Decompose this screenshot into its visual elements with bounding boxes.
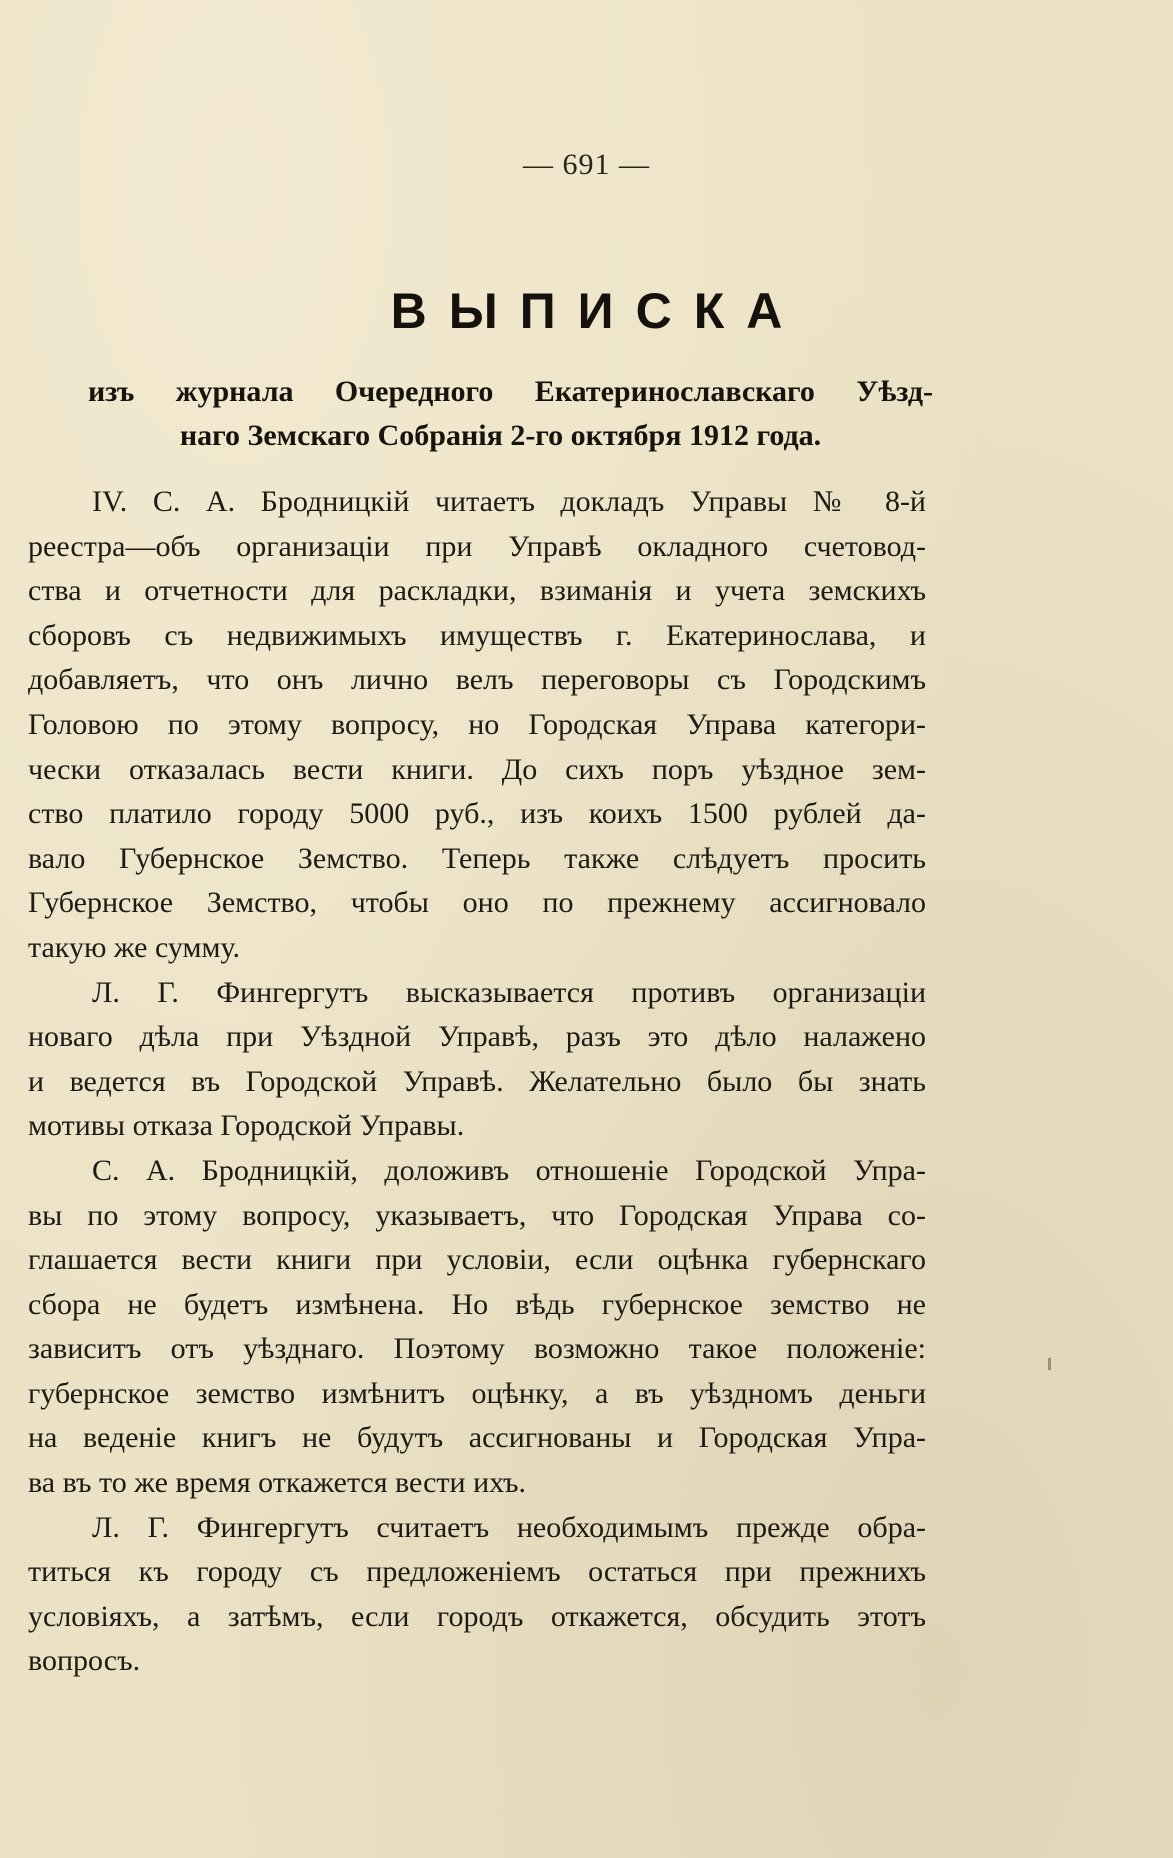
paragraph [28, 480, 926, 971]
text-line: такую же сумму. [28, 930, 240, 964]
text-line: новаго дѣла при Уѣздной Управѣ, разъ это дѣло налажено [28, 1020, 926, 1054]
body-text [28, 480, 926, 1684]
text-line: добавляетъ, что онъ лично велъ переговоры съ Городскимъ [28, 663, 926, 697]
text-line: ва въ то же время откажется вести ихъ. [28, 1466, 526, 1500]
text-line: ство платило городу 5000 руб., изъ коихъ 1500 рублей да- [28, 797, 926, 831]
paper-speck [1048, 1358, 1051, 1370]
subtitle-line: наго Земскаго Собранія 2-го октября 1912 года. [179, 419, 822, 452]
subtitle-line: изъ журнала Очередного Екатеринославскаго Уѣзд- [88, 375, 933, 408]
text-line: сбора не будетъ измѣнена. Но вѣдь губернское земство не [28, 1287, 926, 1321]
text-line: зависитъ отъ уѣзднаго. Поэтому возможно такое положеніе: [28, 1332, 926, 1366]
text-line: чески отказалась вести книги. До сихъ поръ уѣздное зем- [28, 752, 926, 786]
page-number: — 691 — [523, 148, 650, 181]
text-line: реестра—объ организаціи при Управѣ окладного счетовод- [28, 529, 926, 563]
text-line: сборовъ съ недвижимыхъ имуществъ г. Екатеринослава, и [28, 618, 926, 652]
paragraph [28, 971, 926, 1149]
text-line: IV. С. А. Бродницкій читаетъ докладъ Управы № 8-й [92, 485, 926, 518]
paragraph [28, 1506, 926, 1684]
text-line: С. А. Бродницкій, доложивъ отношеніе Городской Упра- [92, 1153, 926, 1187]
text-line: вало Губернское Земство. Теперь также слѣдуетъ просить [28, 841, 926, 875]
text-line: титься къ городу съ предложеніемъ остаться при прежнихъ [28, 1555, 926, 1589]
text-line: на веденіе книгъ не будутъ ассигнованы и Городская Упра- [28, 1421, 926, 1455]
document-title: ВЫПИСКА [390, 283, 805, 339]
text-line: условіяхъ, а затѣмъ, если городъ откажется, обсудить этотъ [28, 1599, 926, 1633]
paragraph [28, 1149, 926, 1506]
text-line: мотивы отказа Городской Управы. [28, 1109, 465, 1143]
text-line: Губернское Земство, чтобы оно по прежнему ассигновало [28, 886, 926, 920]
text-line: и ведется въ Городской Управѣ. Желательно было бы знать [28, 1064, 926, 1098]
text-line: глашается вести книги при условіи, если оцѣнка губернскаго [28, 1243, 926, 1277]
text-line: Головою по этому вопросу, но Городская Управа категори- [28, 707, 926, 741]
text-line: Л. Г. Фингергутъ считаетъ необходимымъ прежде обра- [92, 1510, 926, 1544]
text-line: губернское земство измѣнитъ оцѣнку, а въ уѣздномъ деньги [28, 1376, 926, 1410]
text-line: Л. Г. Фингергутъ высказывается противъ организаціи [92, 975, 926, 1009]
text-line: ства и отчетности для раскладки, взиманія и учета земскихъ [28, 574, 926, 608]
document-subtitle [88, 370, 933, 458]
text-line: вы по этому вопросу, указываетъ, что Городская Управа со- [28, 1198, 926, 1232]
text-line: вопросъ. [28, 1644, 141, 1678]
